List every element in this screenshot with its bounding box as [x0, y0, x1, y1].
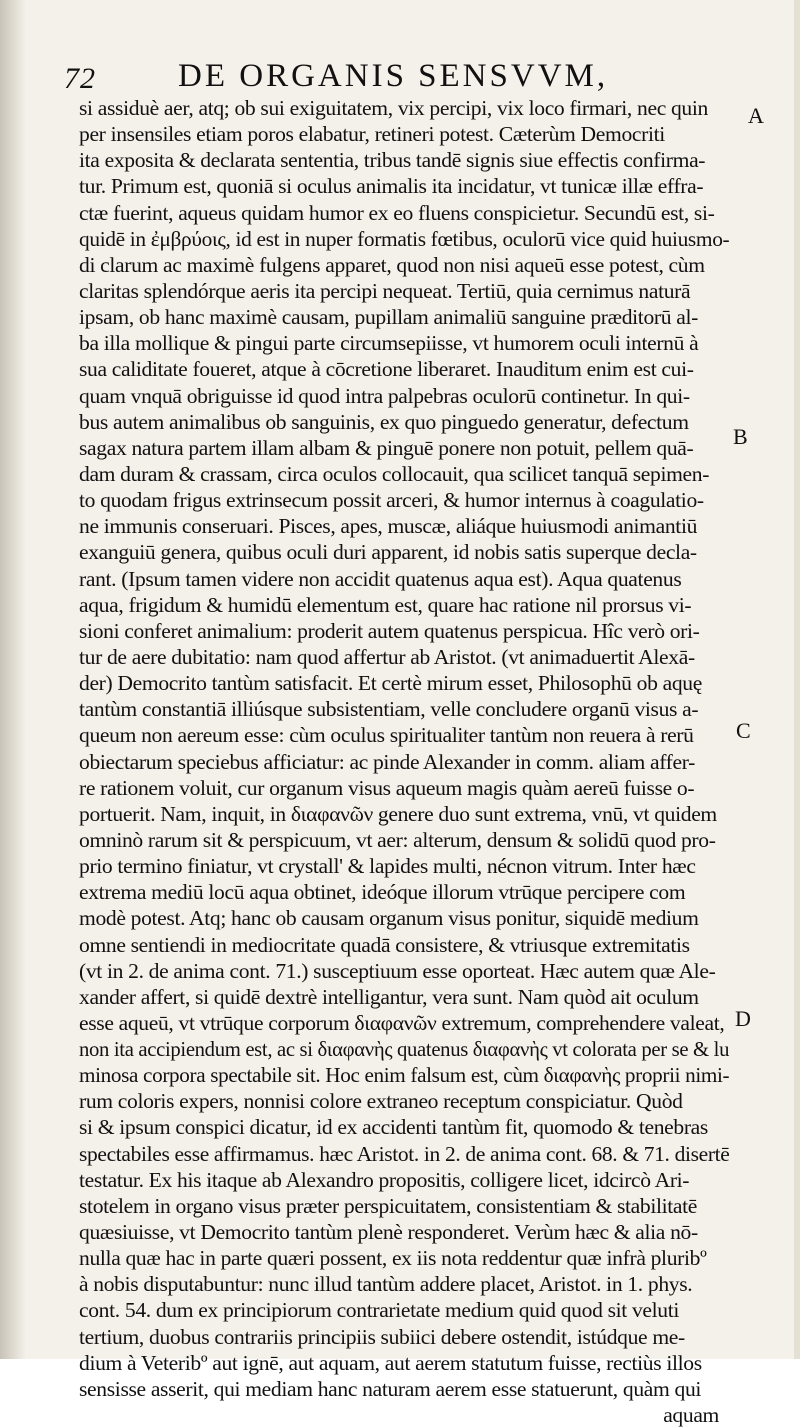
text-line: exanguiū genera, quibus oculi duri apparent, id nobis satis superque decla-	[79, 540, 697, 565]
text-line: omne sentiendi in mediocritate quadā consistere, & vtriusque extremitatis	[79, 932, 690, 957]
text-line: non ita accipiendum est, ac si διαφανὴς quatenus διαφανὴς vt colorata per se & lu	[79, 1037, 730, 1062]
page-number: 72	[64, 62, 96, 95]
text-line: claritas splendórque aeris ita percipi nequeat. Tertiū, quia cernimus naturā	[79, 278, 691, 303]
page-edge	[794, 0, 800, 1359]
text-line: di clarum ac maximè fulgens apparet, quod non nisi aqueū esse potest, cùm	[79, 252, 705, 277]
text-line: ctæ fuerint, aqueus quidam humor ex eo fluens conspicietur. Secundū est, si-	[79, 200, 715, 225]
text-line: ipsam, ob hanc maximè causam, pupillam animaliū sanguine præditorū al-	[79, 305, 698, 330]
text-line: per insensiles etiam poros elabatur, retineri potest. Cæterùm Democriti	[79, 122, 665, 147]
text-line: quam vnquā obriguisse id quod intra palpebras oculorū continetur. In qui-	[79, 383, 690, 408]
text-line: quæsiuisse, vt Democrito tantùm plenè responderet. Verùm hæc & alia nō-	[79, 1220, 698, 1245]
margin-letter-a: A	[748, 103, 764, 128]
text-line: bus autem animalibus ob sanguinis, ex quo pinguedo generatur, defectum	[79, 409, 689, 434]
text-line: rum coloris expers, nonnisi colore extraneo receptum conspiciatur. Quòd	[79, 1089, 683, 1114]
text-line: cont. 54. dum ex principiorum contrarietate medium quid quod sit veluti	[79, 1298, 680, 1323]
text-line: nulla quæ hac in parte quæri possent, ex iis nota reddentur quæ infrà pluribº	[79, 1246, 707, 1271]
text-line: re rationem voluit, cur organum visus aqueum magis quàm aereū fuisse o-	[79, 775, 695, 800]
text-line: tantùm constantiā illiúsque subsistentiam, velle concludere organū visus a-	[79, 697, 699, 722]
text-line: aqua, frigidum & humidū elementum est, quare hac ratione nil prorsus vi-	[79, 592, 692, 617]
text-line: obiectarum speciebus afficiatur: ac pinde Alexander in comm. aliam affer-	[79, 749, 695, 774]
text-line: queum non aereum esse: cùm oculus spiritualiter tantùm non reuera à rerū	[79, 723, 694, 748]
text-line: sensisse asserit, qui mediam hanc naturam aerem esse statuerunt, quàm qui	[79, 1376, 702, 1401]
margin-letter-d: D	[735, 1006, 751, 1031]
text-line: xander affert, si quidē dextrè intelligantur, vera sunt. Nam quòd ait oculum	[79, 984, 699, 1009]
text-line: si assiduè aer, atq; ob sui exiguitatem, vix percipi, vix loco firmari, nec quin	[79, 96, 708, 120]
text-line: modè potest. Atq; hanc ob causam organum visus ponitur, siquidē medium	[79, 906, 699, 931]
text-line: der) Democrito tantùm satisfacit. Et certè mirum esset, Philosophū ob aquę	[79, 671, 702, 696]
text-line: tur de aere dubitatio: nam quod affertur ab Aristot. (vt animaduertit Alexā-	[79, 644, 695, 669]
text-line: dium à Veteribº aut ignē, aut aquam, aut aerem statutum fuisse, rectiùs illos	[79, 1350, 702, 1375]
text-line: ne immunis conseruari. Pisces, apes, muscæ, aliáque huiusmodi animantiū	[79, 514, 698, 539]
text-line: portuerit. Nam, inquit, in διαφανῶν genere duo sunt extrema, vnū, vt quidem	[79, 801, 717, 826]
gutter-shadow	[0, 0, 26, 1359]
text-line: esse aqueū, vt vtrūque corporum διαφανῶν extremum, comprehendere valeat,	[79, 1010, 725, 1035]
text-line: tur. Primum est, quoniā si oculus animalis ita incidatur, vt tunicæ illæ effra-	[79, 174, 704, 199]
text-line: prio termino finiatur, vt crystall' & lapides multi, nécnon vitrum. Inter hæc	[79, 854, 696, 879]
text-line: dam duram & crassam, circa oculos collocauit, qua scilicet tanquā sepimen-	[79, 461, 710, 486]
body-text	[79, 95, 729, 1428]
text-line: sua caliditate foueret, atque à cōcretione liberaret. Inauditum enim est cui-	[79, 357, 694, 382]
text-line: ita exposita & declarata sententia, tribus tandē signis siue effectis confirma-	[79, 148, 706, 173]
text-line: stotelem in organo visus præter perspicuitatem, consistentiam & stabilitatē	[79, 1193, 698, 1218]
catchword: aquam	[663, 1403, 719, 1428]
text-line: spectabiles esse affirmamus. hæc Aristot. in 2. de anima cont. 68. & 71. disertē	[79, 1141, 730, 1166]
text-line: tertium, duobus contrariis principiis subiici debere ostendit, istúdque me-	[79, 1324, 685, 1349]
text-line: sagax natura partem illam albam & pinguē ponere non potuit, pellem quā-	[79, 435, 694, 460]
text-line: quidē in ἐμβρύοις, id est in nuper formatis fœtibus, oculorū vice quid huiusmo-	[79, 226, 730, 251]
text-line: (vt in 2. de anima cont. 71.) susceptiuum esse oporteat. Hæc autem quæ Ale-	[79, 958, 716, 983]
text-line: si & ipsum conspici dicatur, id ex accidenti tantùm fit, quomodo & tenebras	[79, 1115, 708, 1140]
running-head: DE ORGANIS SENSVVM,	[178, 58, 609, 94]
text-line: extrema mediū locū aqua obtinet, ideóque illorum vtrūque percipere com	[79, 880, 686, 905]
margin-letter-b: B	[733, 424, 748, 449]
text-line: testatur. Ex his itaque ab Alexandro propositis, colligere licet, idcircò Ari-	[79, 1167, 690, 1192]
text-line: rant. (Ipsum tamen videre non accidit quatenus aqua est). Aqua quatenus	[79, 566, 682, 591]
text-line: minosa corpora spectabile sit. Hoc enim falsum est, cùm διαφανὴς proprii nimi-	[79, 1063, 730, 1088]
text-line: to quodam frigus extrinsecum possit arceri, & humor internus à coagulatio-	[79, 488, 704, 513]
text-line: à nobis disputabuntur: nunc illud tantùm addere placet, Aristot. in 1. phys.	[79, 1272, 693, 1297]
text-line: ba illa mollique & pingui parte circumsepiisse, vt humorem oculi internū à	[79, 331, 699, 356]
margin-letter-c: C	[736, 718, 751, 743]
text-line: omninò rarum sit & perspicuum, vt aer: alterum, densum & solidū quod pro-	[79, 827, 716, 852]
text-line: sioni conferet animalium: proderit autem quatenus perspicua. Hîc verò ori-	[79, 618, 700, 643]
